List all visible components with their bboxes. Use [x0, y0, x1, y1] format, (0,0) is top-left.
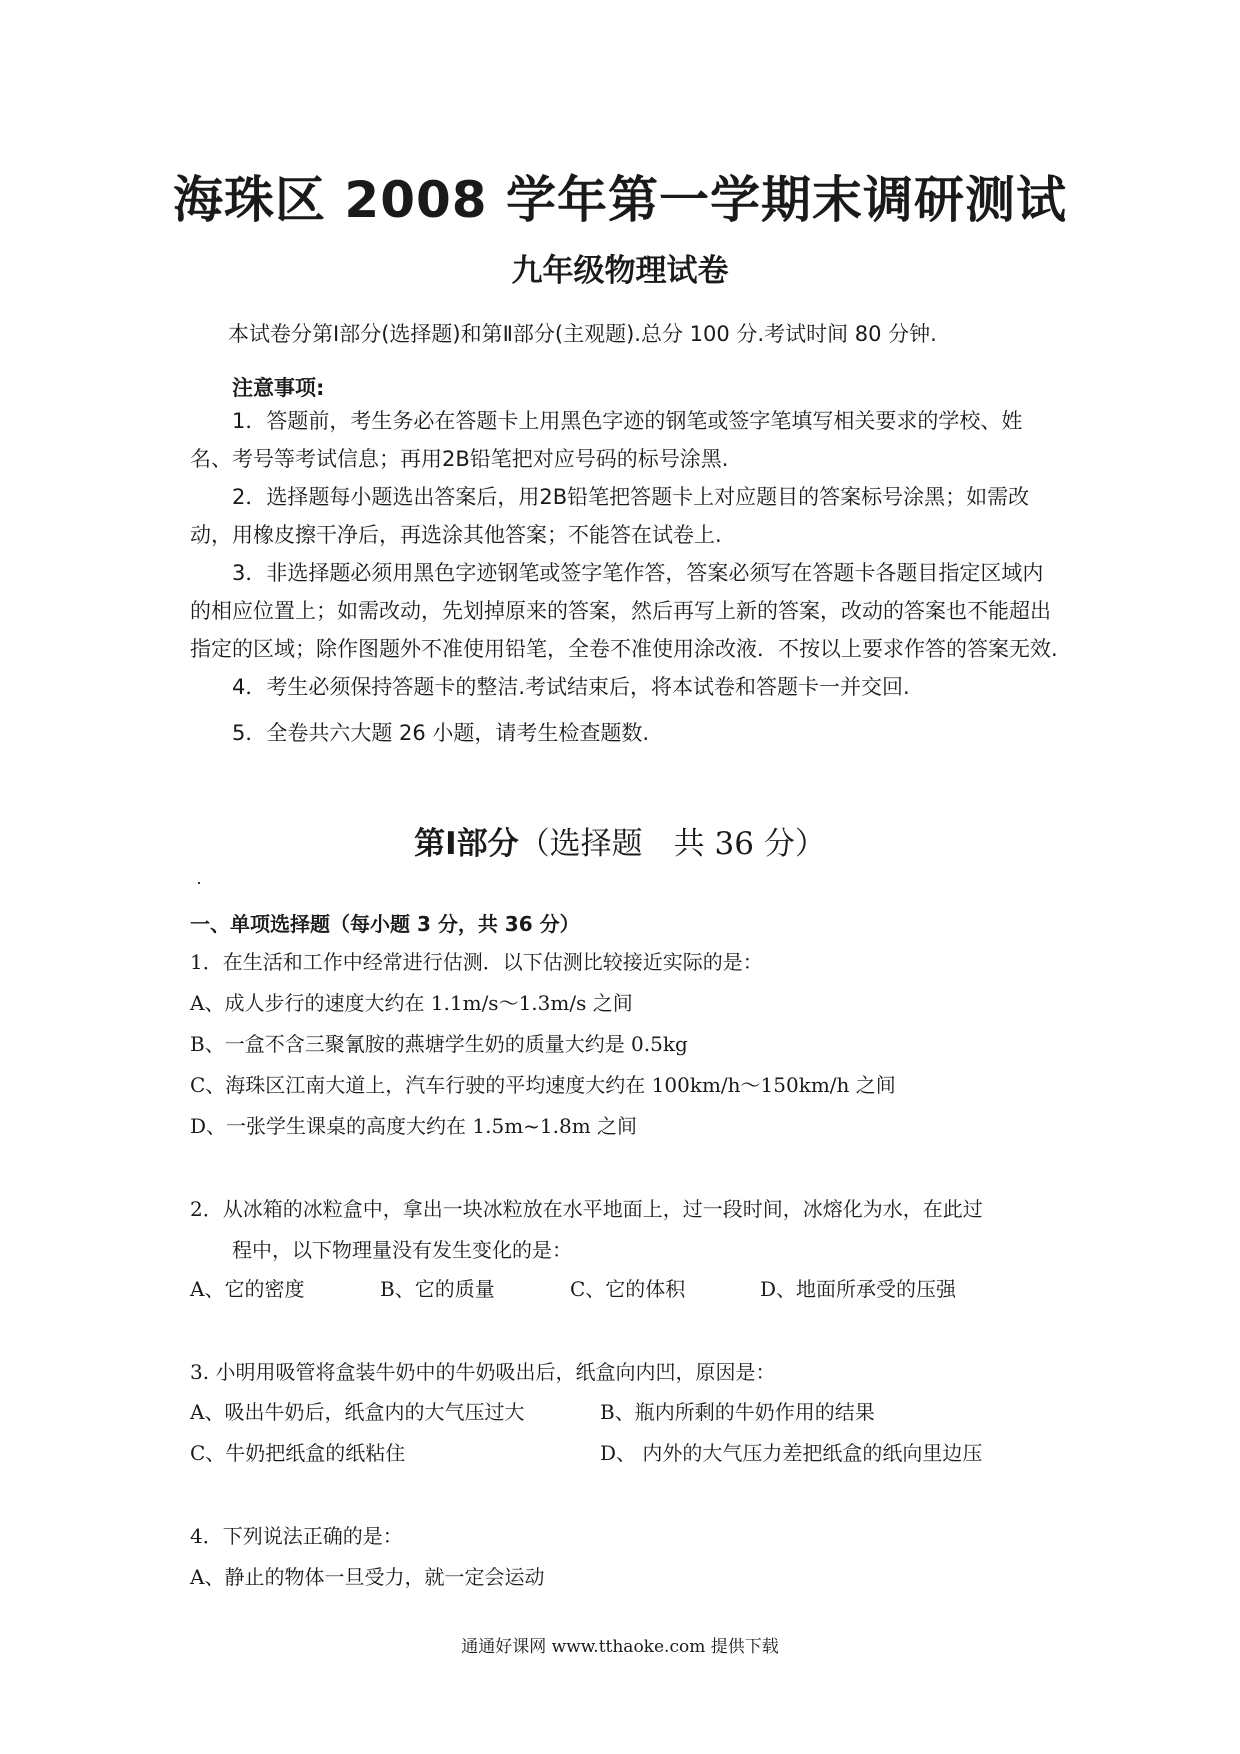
note-item: 1．答题前，考生务必在答题卡上用黑色字迹的钢笔或签字笔填写相关要求的学校、姓名、考号等考试信息；再用2B铅笔把对应号码的标号涂黑. [190, 409, 1023, 471]
exam-intro: 本试卷分第Ⅰ部分(选择题)和第Ⅱ部分(主观题).总分 100 分.考试时间 80 分钟. [228, 322, 937, 346]
question-option: A、静止的物体一旦受力，就一定会运动 [190, 1565, 545, 1589]
note-item: 4．考生必须保持答题卡的整洁.考试结束后，将本试卷和答题卡一并交回. [232, 675, 910, 699]
question-option: B、瓶内所剩的牛奶作用的结果 [600, 1400, 875, 1424]
notes-heading: 注意事项: [232, 376, 325, 400]
note-item: 3．非选择题必须用黑色字迹钢笔或签字笔作答，答案必须写在答题卡各题目指定区域内的相应位置上；如需改动，先划掉原来的答案，然后再写上新的答案，改动的答案也不能超出指定的区域；除作图题外不准使用铅笔，全卷不准使用涂改液．不按以上要求作答的答案无效. [190, 561, 1058, 661]
question-stem: 3. 小明用吸管将盒装牛奶中的牛奶吸出后，纸盒向内凹，原因是： [190, 1360, 776, 1384]
question-option: D、地面所承受的压强 [760, 1277, 957, 1301]
question-option: A、它的密度 [190, 1277, 305, 1301]
exam-title: 海珠区 2008 学年第一学期末调研测试 [173, 171, 1067, 229]
question-option: C、牛奶把纸盒的纸粘住 [190, 1441, 406, 1465]
question-stem-continued: 程中，以下物理量没有发生变化的是： [232, 1238, 572, 1262]
note-item: 2．选择题每小题选出答案后，用2B铅笔把答题卡上对应题目的答案标号涂黑；如需改动，用橡皮擦干净后，再选涂其他答案；不能答在试卷上. [190, 485, 1030, 547]
question-option: C、它的体积 [570, 1277, 686, 1301]
scan-speck [198, 882, 200, 884]
question-option: D、 内外的大气压力差把纸盒的纸向里边压 [600, 1441, 983, 1465]
part-one-label: 第Ⅰ部分 [414, 826, 519, 862]
part-one-title [0, 818, 1240, 863]
question-option: D、一张学生课桌的高度大约在 1.5m~1.8m 之间 [190, 1114, 638, 1138]
question-stem: 2．从冰箱的冰粒盒中，拿出一块冰粒放在水平地面上，过一段时间，冰熔化为水，在此过 [190, 1197, 983, 1221]
exam-subtitle: 九年级物理试卷 [511, 253, 729, 289]
notes-list [190, 402, 1062, 752]
question-stem: 1．在生活和工作中经常进行估测．以下估测比较接近实际的是： [190, 950, 763, 974]
note-item: 5．全卷共六大题 26 小题，请考生检查题数. [232, 721, 650, 745]
question-option: B、它的质量 [380, 1277, 495, 1301]
part-one-desc: （选择题 共 36 分） [518, 826, 826, 862]
section-heading: 一、单项选择题（每小题 3 分，共 36 分） [190, 912, 580, 936]
question-option: A、吸出牛奶后，纸盒内的大气压过大 [190, 1400, 525, 1424]
question-stem: 4．下列说法正确的是： [190, 1524, 403, 1548]
question-option: C、海珠区江南大道上，汽车行驶的平均速度大约在 100km/h～150km/h 之间 [190, 1073, 896, 1097]
page-footer: 通通好课网 www.tthaoke.com 提供下载 [461, 1637, 779, 1657]
question-option: B、一盒不含三聚氰胺的燕塘学生奶的质量大约是 0.5kg [190, 1032, 688, 1056]
question-option: A、成人步行的速度大约在 1.1m/s～1.3m/s 之间 [190, 991, 633, 1015]
